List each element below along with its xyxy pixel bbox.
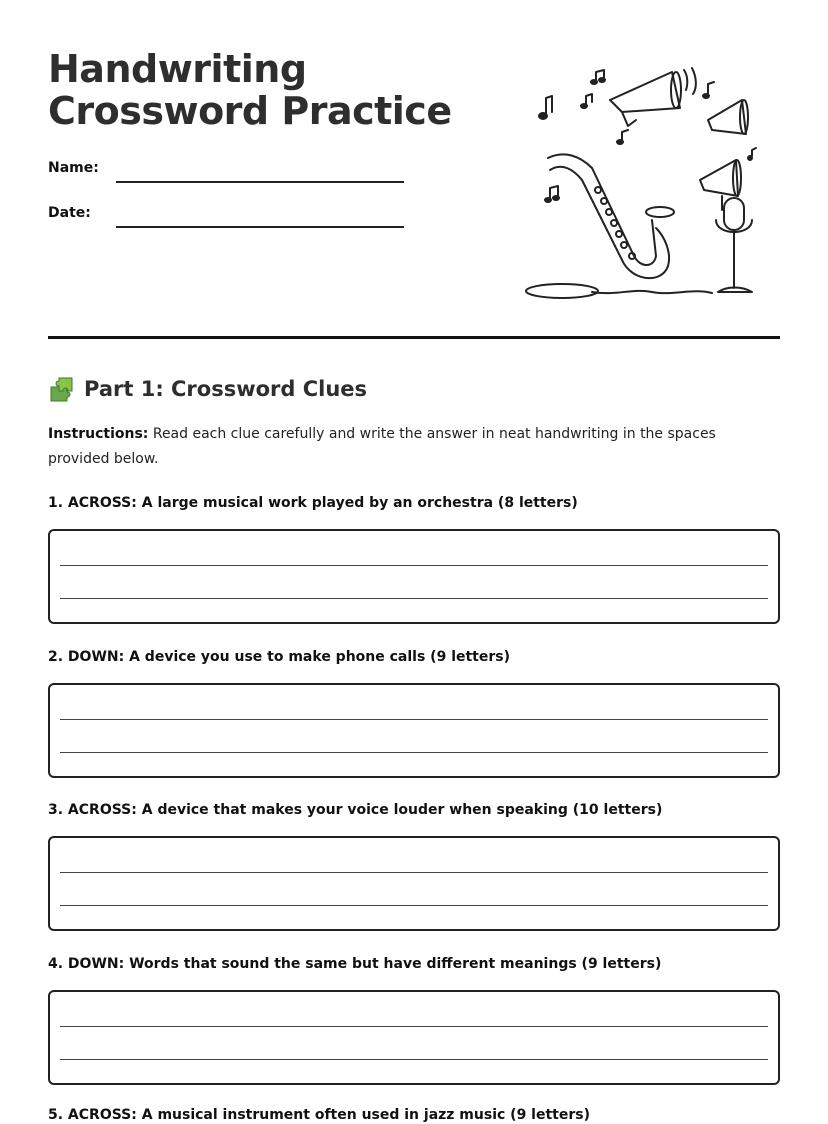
worksheet-header — [48, 0, 780, 467]
name-write-line — [116, 181, 404, 183]
answer-box[interactable] — [48, 529, 780, 624]
instructions-label: Instructions: — [48, 426, 149, 442]
worksheet-page — [48, 0, 780, 1123]
answer-line — [60, 872, 768, 873]
clue-item — [48, 1106, 780, 1124]
date-field — [48, 205, 408, 235]
name-field — [48, 160, 408, 190]
answer-line — [60, 752, 768, 753]
date-label: Date: — [48, 205, 91, 221]
header-divider — [48, 336, 780, 339]
answer-line — [60, 598, 768, 599]
clue-text: 5. ACROSS: A musical instrument often used in jazz music (9 letters) — [48, 1107, 590, 1123]
instructions — [48, 422, 780, 472]
answer-box[interactable] — [48, 836, 780, 931]
answer-line — [60, 1026, 768, 1027]
section-title — [48, 372, 367, 406]
answer-box[interactable] — [48, 990, 780, 1085]
clue-text: 3. ACROSS: A device that makes your voice louder when speaking (10 letters) — [48, 802, 663, 818]
clue-text: 2. DOWN: A device you use to make phone calls (9 letters) — [48, 649, 510, 665]
answer-box[interactable] — [48, 683, 780, 778]
page-title: Handwriting Crossword Practice — [48, 47, 452, 133]
answer-line — [60, 905, 768, 906]
instructions-text: Read each clue carefully and write the answer in neat handwriting in the spaces provided below. — [48, 426, 716, 467]
clue-item — [48, 648, 780, 666]
music-instruments-illustration — [522, 60, 762, 305]
clue-item — [48, 955, 780, 973]
clue-item — [48, 801, 780, 819]
clue-text: 4. DOWN: Words that sound the same but have different meanings (9 letters) — [48, 956, 662, 972]
clue-item — [48, 494, 780, 512]
answer-line — [60, 719, 768, 720]
answer-line — [60, 1059, 768, 1060]
name-label: Name: — [48, 160, 99, 176]
puzzle-piece-icon — [48, 375, 76, 403]
date-write-line — [116, 226, 404, 228]
clue-text: 1. ACROSS: A large musical work played by an orchestra (8 letters) — [48, 495, 578, 511]
section-title-text: Part 1: Crossword Clues — [84, 377, 368, 401]
answer-line — [60, 565, 768, 566]
